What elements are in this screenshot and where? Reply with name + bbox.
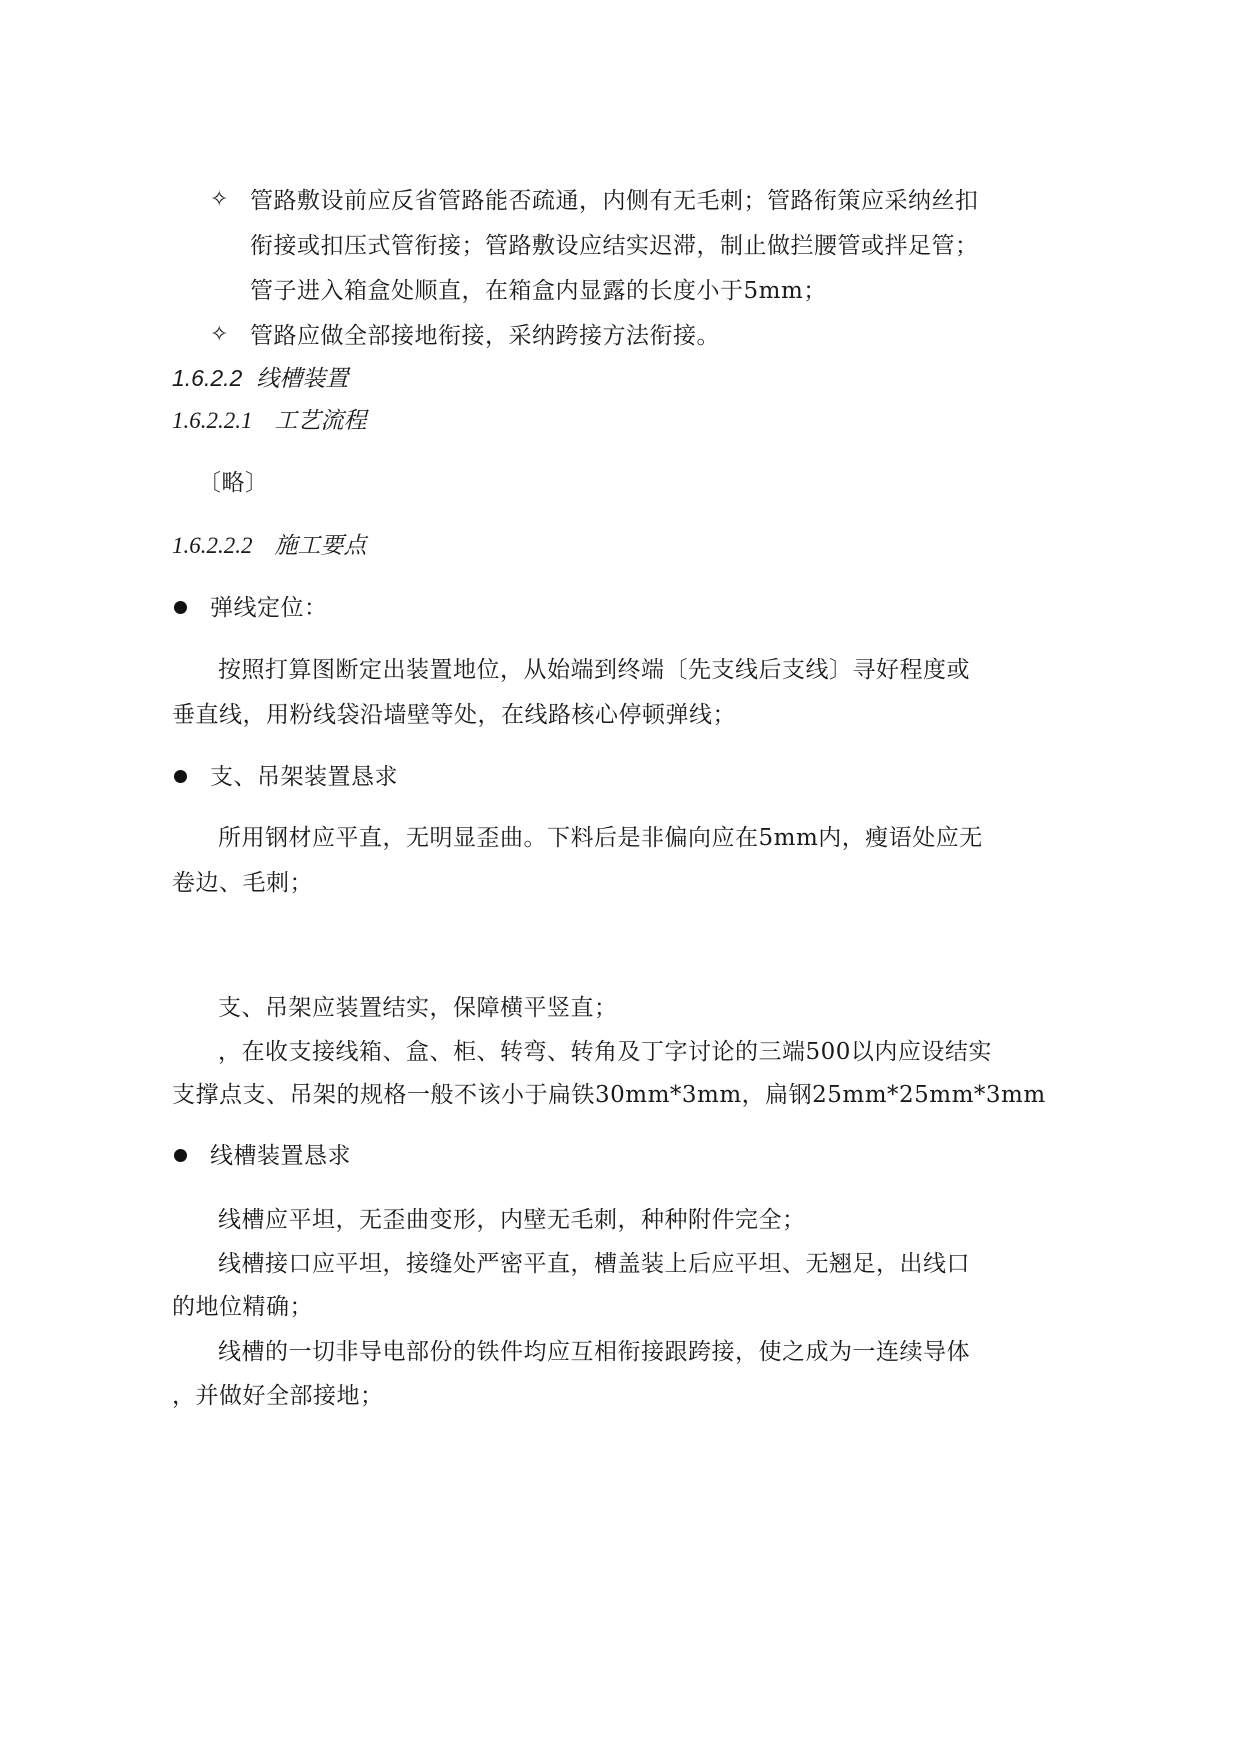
section-number: 1.6.2.2.2 — [172, 533, 253, 558]
paragraph-line: 按照打算图断定出装置地位，从始端到终端〔先支线后支线〕寻好程度或 — [218, 657, 970, 683]
section-heading — [172, 363, 348, 394]
paragraph-line: 线槽应平坦，无歪曲变形，内壁无毛刺，种种附件完全； — [218, 1207, 806, 1233]
paragraph-line: 垂直线，用粉线袋沿墙壁等处，在线路核心停顿弹线； — [172, 702, 736, 728]
bullet-dot-icon — [174, 1149, 187, 1162]
paragraph-line: 线槽接口应平坦，接缝处严密平直，槽盖装上后应平坦、无翘足，出线口 — [218, 1251, 970, 1277]
paragraph-line: ，在收支接线箱、盒、柜、转弯、转角及丁字讨论的三端500以内应设结实 — [218, 1039, 992, 1065]
bullet-line: 衔接或扣压式管衔接；管路敷设应结实迟滞，制止做拦腰管或拌足管； — [250, 233, 979, 259]
bullet-line: 管路应做全部接地衔接，采纳跨接方法衔接。 — [250, 323, 720, 349]
section-heading — [172, 531, 367, 561]
section-heading — [172, 406, 367, 436]
paragraph-line: 所用钢材应平直，无明显歪曲。下料后是非偏向应在5mm内，瘦语处应无 — [218, 825, 983, 851]
point-title: 支、吊架装置恳求 — [210, 764, 398, 790]
paragraph-line: ，并做好全部接地； — [172, 1383, 384, 1409]
diamond-bullet-icon: ✧ — [210, 322, 229, 347]
bullet-line: 管路敷设前应反省管路能否疏通，内侧有无毛刺；管路衔策应采纳丝扣 — [250, 188, 979, 214]
paragraph-line: 支撑点支、吊架的规格一般不该小于扁铁30mm*3mm，扁钢25mm*25mm*3mm — [172, 1082, 1046, 1108]
omitted-note: 〔略〕 — [198, 470, 269, 496]
bullet-dot-icon — [174, 770, 187, 783]
paragraph-line: 的地位精确； — [172, 1294, 313, 1320]
point-title: 弹线定位： — [210, 595, 328, 621]
diamond-bullet-icon: ✧ — [210, 187, 229, 212]
bullet-line: 管子进入箱盒处顺直，在箱盒内显露的长度小于5mm； — [250, 278, 827, 304]
paragraph-line: 支、吊架应装置结实，保障横平竖直； — [218, 995, 618, 1021]
section-title: 施工要点 — [274, 533, 367, 559]
section-number: 1.6.2.2 — [172, 365, 243, 391]
point-title: 线槽装置恳求 — [210, 1143, 351, 1169]
paragraph-line: 卷边、毛刺； — [172, 870, 313, 896]
section-number: 1.6.2.2.1 — [172, 408, 253, 433]
section-title: 线槽装置 — [256, 366, 349, 392]
section-title: 工艺流程 — [274, 408, 367, 434]
paragraph-line: 线槽的一切非导电部份的铁件均应互相衔接跟跨接，使之成为一连续导体 — [218, 1339, 970, 1365]
bullet-dot-icon — [174, 601, 187, 614]
